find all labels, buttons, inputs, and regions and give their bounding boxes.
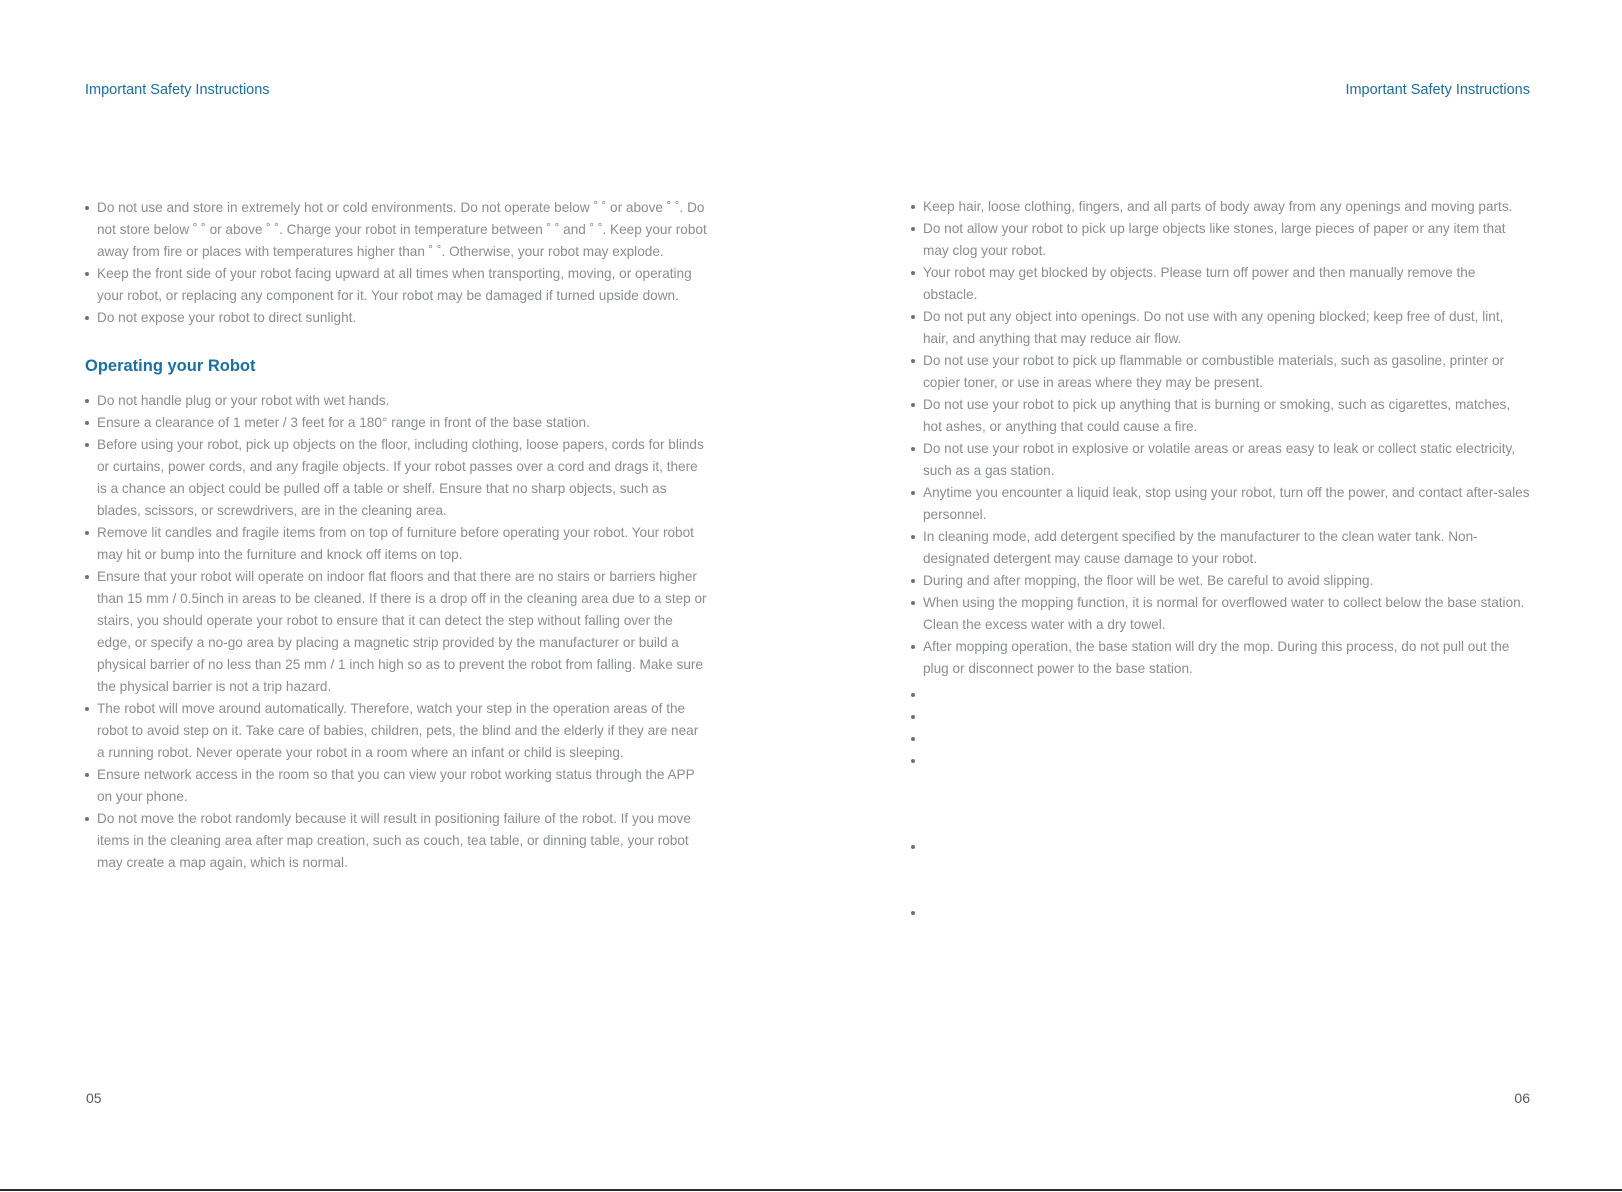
list-item: Your robot may get blocked by objects. Please turn off power and then manually remove the obstacle. — [911, 262, 1532, 306]
list-item: Ensure network access in the room so that you can view your robot working status through the APP on your phone. — [85, 764, 707, 808]
empty-list-item — [911, 684, 1532, 706]
list-item: After mopping operation, the base station will dry the mop. During this process, do not pull out the plug or disconnect power to the base station. — [911, 636, 1532, 680]
empty-list-item — [911, 706, 1532, 728]
bottom-divider — [0, 1189, 1622, 1191]
empty-list-item — [911, 728, 1532, 750]
section-title: Operating your Robot — [85, 357, 256, 375]
list-item: Keep the front side of your robot facing upward at all times when transporting, moving, or operating your robot, or replacing any component for it. Your robot may be damaged if turned upside down. — [85, 263, 707, 307]
list-item: During and after mopping, the floor will be wet. Be careful to avoid slipping. — [911, 570, 1532, 592]
list-item: Before using your robot, pick up objects on the floor, including clothing, loose papers, cords for blinds or curtains, power cords, and any fragile objects. If your robot passes over a cord and drags it, there is a chance an object could be pulled off a table or shelf. Ensure that no sharp objects, such as blades, scissors, or screwdrivers, are in the cleaning area. — [85, 434, 707, 522]
list-item: Do not use and store in extremely hot or cold environments. Do not operate below ˚ ˚ or above ˚ ˚. Do not store below ˚ ˚ or above ˚ ˚. Charge your robot in temperature between ˚ ˚ and ˚ ˚. Keep your robot away from fire or places with temperatures higher than ˚ ˚. Otherwise, your robot may explode. — [85, 197, 707, 263]
list-item: Do not allow your robot to pick up large objects like stones, large pieces of paper or any item that may clog your robot. — [911, 218, 1532, 262]
list-item: Do not use your robot in explosive or volatile areas or areas easy to leak or collect static electricity, such as a gas station. — [911, 438, 1532, 482]
right-page — [811, 0, 1622, 1192]
list-item: Do not move the robot randomly because it will result in positioning failure of the robot. If you move items in the cleaning area after map creation, such as couch, tea table, or dinning table, your robot may create a map again, which is normal. — [85, 808, 707, 874]
list-item: Do not use your robot to pick up flammable or combustible materials, such as gasoline, printer or copier toner, or use in areas where they may be present. — [911, 350, 1532, 394]
intro-bullet-list — [85, 197, 707, 329]
page-number: 05 — [86, 1090, 102, 1106]
list-item: Remove lit candles and fragile items from on top of furniture before operating your robot. Your robot may hit or bump into the furniture and knock off items on top. — [85, 522, 707, 566]
left-content — [85, 197, 707, 874]
running-header: Important Safety Instructions — [85, 82, 270, 98]
empty-list-item — [911, 750, 1532, 772]
list-item: Ensure that your robot will operate on indoor flat floors and that there are no stairs or barriers higher than 15 mm / 0.5inch in areas to be cleaned. If there is a drop off in the cleaning area due to a step or stairs, you should operate your robot to ensure that it can detect the step without falling over the edge, or specify a no-go area by placing a magnetic strip provided by the manufacturer or build a physical barrier of no less than 25 mm / 1 inch high so as to prevent the robot from falling. Make sure the physical barrier is not a trip hazard. — [85, 566, 707, 698]
list-item: Do not put any object into openings. Do not use with any opening blocked; keep free of dust, lint, hair, and anything that may reduce air flow. — [911, 306, 1532, 350]
list-item: In cleaning mode, add detergent specified by the manufacturer to the clean water tank. Non-designated detergent may cause damage to your robot. — [911, 526, 1532, 570]
empty-list-item — [911, 902, 1532, 924]
running-header: Important Safety Instructions — [1345, 82, 1530, 98]
right-content — [911, 196, 1532, 924]
list-item: Anytime you encounter a liquid leak, stop using your robot, turn off the power, and contact after-sales personnel. — [911, 482, 1532, 526]
safety-bullet-list — [911, 196, 1532, 924]
empty-list-item — [911, 836, 1532, 858]
list-item: Ensure a clearance of 1 meter / 3 feet for a 180° range in front of the base station. — [85, 412, 707, 434]
list-item: Keep hair, loose clothing, fingers, and all parts of body away from any openings and moving parts. — [911, 196, 1532, 218]
list-item: Do not handle plug or your robot with wet hands. — [85, 390, 707, 412]
page-number: 06 — [1514, 1090, 1530, 1106]
list-item: Do not use your robot to pick up anything that is burning or smoking, such as cigarettes, matches, hot ashes, or anything that could cause a fire. — [911, 394, 1532, 438]
list-item: The robot will move around automatically. Therefore, watch your step in the operation areas of the robot to avoid step on it. Take care of babies, children, pets, the blind and the elderly if they are near a running robot. Never operate your robot in a room where an infant or child is sleeping. — [85, 698, 707, 764]
list-item: Do not expose your robot to direct sunlight. — [85, 307, 707, 329]
operating-bullet-list — [85, 390, 707, 874]
list-item: When using the mopping function, it is normal for overflowed water to collect below the base station. Clean the excess water with a dry towel. — [911, 592, 1532, 636]
